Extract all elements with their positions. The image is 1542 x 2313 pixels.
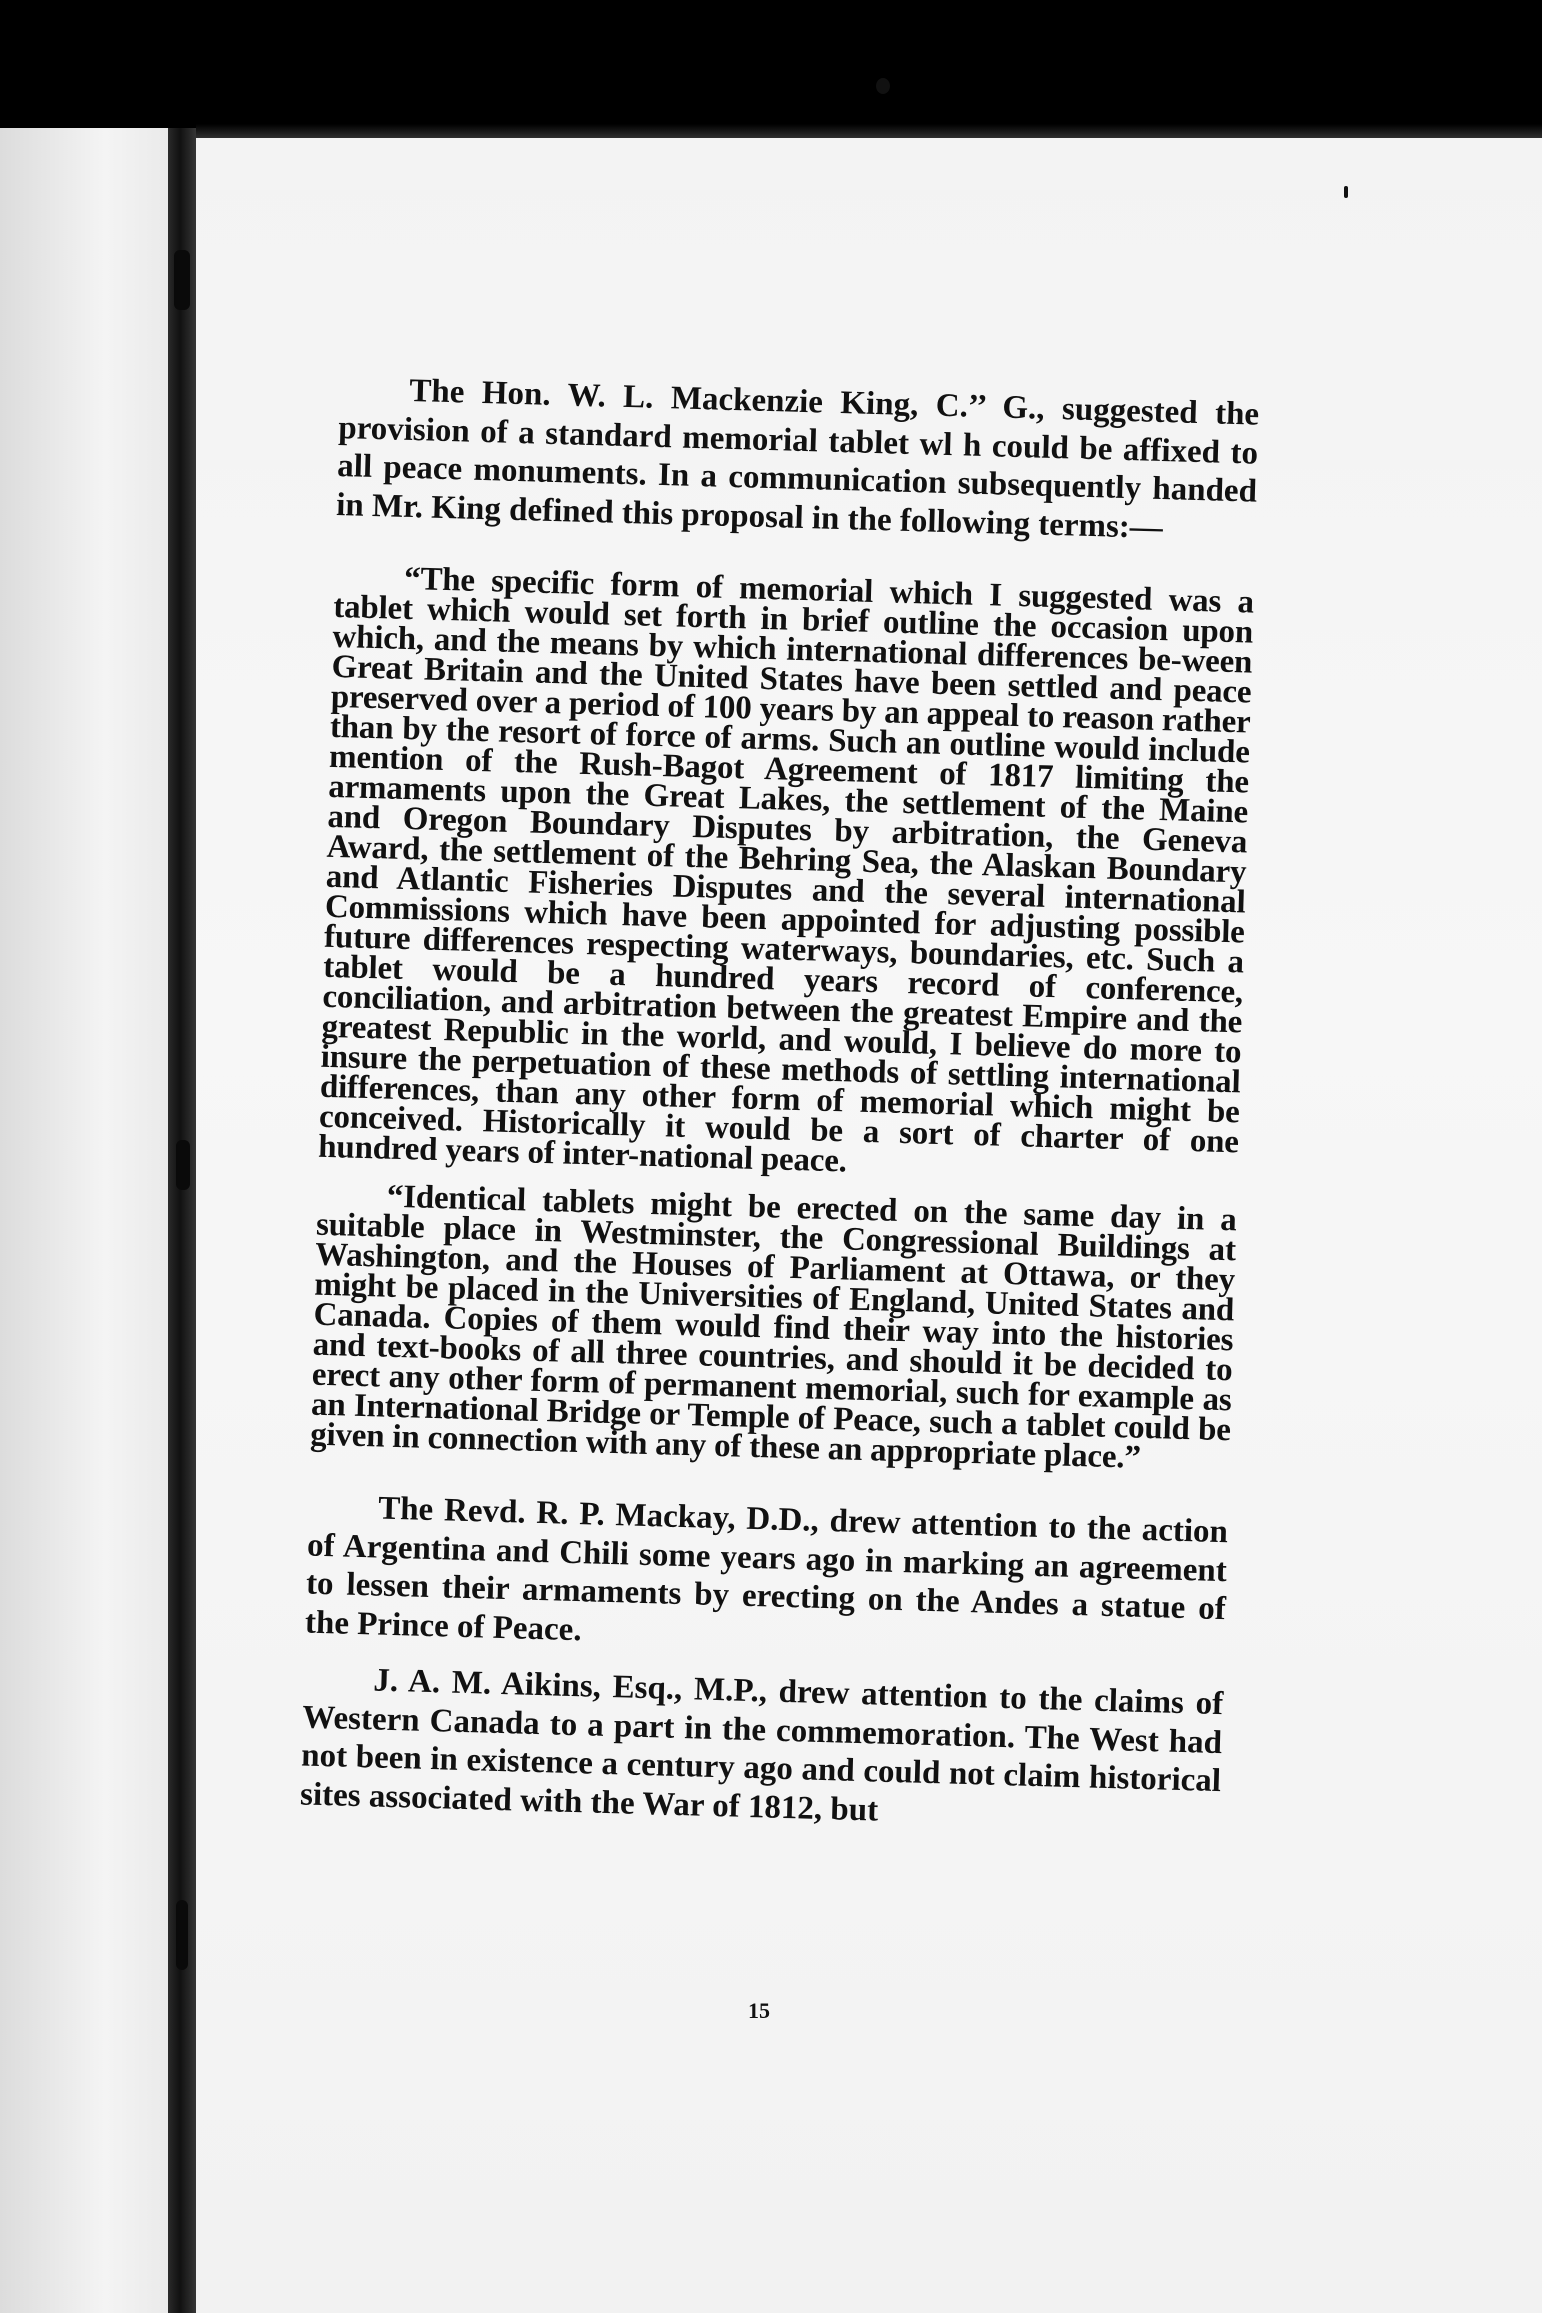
page-number: 15: [748, 1998, 770, 2023]
page-text: [300, 370, 1260, 1839]
paragraph: J. A. M. Aikins, Esq., M.P., drew attention to the claims of Western Canada to a part in the commemoration. The West had not been in existence a century ago and could not claim historical sites associated with the War of 1812, but: [299, 1662, 1224, 1829]
quoted-paragraph: “The specific form of memorial which I suggested was a tablet which would set forth in brief outline the occasion upon which, and the means by which international differences be-ween Great Britain and the United States have been settled and peace preserved over a period of 100 years by an appeal to reason rather than by the resort of force of arms. Such an outline would include mention of the Rush-Bagot Agreement of 1817 limiting the armaments upon the Great Lakes, the settlement of the Maine and Oregon Boundary Disputes by arbitration, the Geneva Award, the settlement of the Behring Sea, the Alaskan Boundary and Atlantic Fisheries Disputes and the several international Commissions which have been appointed for adjusting possible future differences respecting waterways, boundaries, etc. Such a tablet would be a hundred years record of conference, conciliation, and arbitration between the greatest Empire and the greatest Republic in the world, and would, I believe do more to insure the perpetuation of these methods of settling international differences, than any other form of memorial which might be conceived. Historically it would be a sort of charter of one hundred years of inter-national peace.: [317, 560, 1255, 1180]
spine-mark: [176, 1900, 188, 1970]
ink-speck: [1344, 186, 1348, 198]
spine-mark: [174, 250, 190, 310]
quoted-paragraph: “Identical tablets might be erected on the same day in a suitable place in Westminster, the Congressional Buildings at Washington, and the Houses of Parliament at Ottawa, or they might be placed in the Universities of England, United States and Canada. Copies of them would find their way into the histories and text-books of all three countries, and should it be decided to erect any other form of permanent memorial, such for example as an International Bridge or Temple of Peace, such a tablet could be given in connection with any of these an appropriate place.”: [309, 1178, 1238, 1476]
ink-speck: [876, 78, 890, 94]
paragraph: The Hon. W. L. Mackenzie King, C.’’ G., suggested the provision of a standard memorial tablet wl h could be affixed to all peace monuments. In a communication subsequently handed in Mr. King defined this proposal in the following terms:—: [335, 372, 1260, 546]
book-spine: [168, 128, 198, 2313]
paragraph: The Revd. R. P. Mackay, D.D., drew attention to the action of Argentina and Chili some years ago in marking an agreement to lessen their armaments by erecting on the Andes a statue of the Prince of Peace.: [304, 1490, 1229, 1648]
left-page-edge: [0, 128, 175, 2313]
spine-mark: [176, 1140, 190, 1190]
